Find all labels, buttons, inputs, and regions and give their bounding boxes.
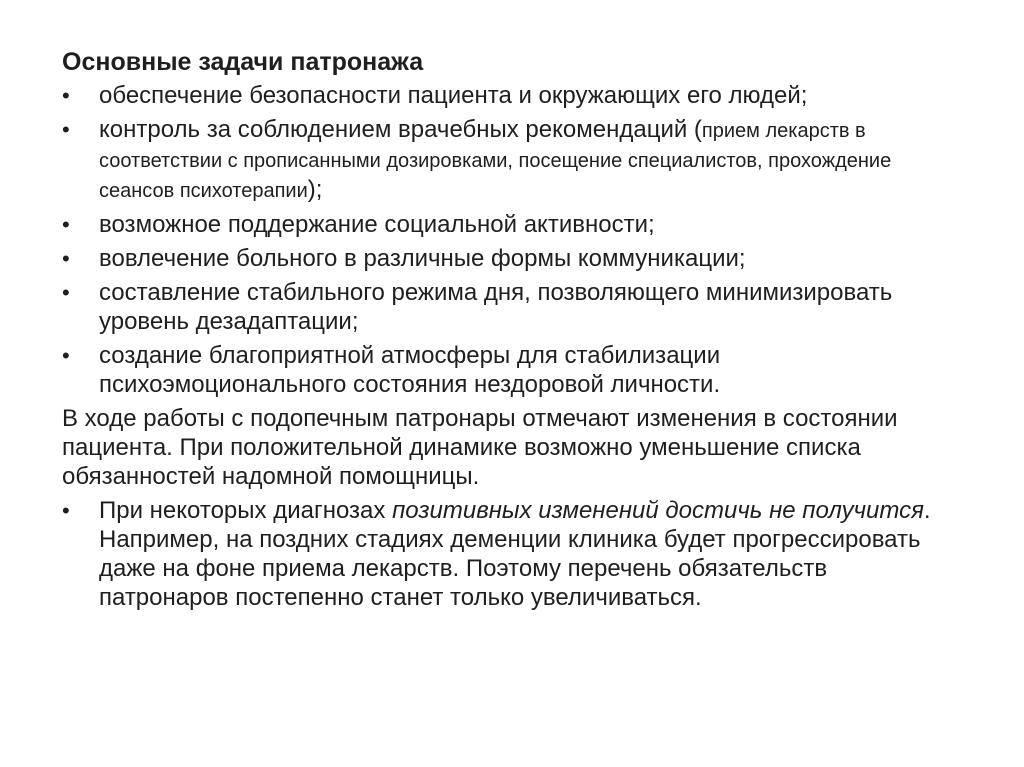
list-item — [62, 115, 962, 205]
slide-heading: Основные задачи патронажа — [62, 48, 424, 76]
list-item — [62, 341, 962, 399]
bullet-icon: • — [62, 212, 70, 237]
body-paragraph: В ходе работы с подопечным патронары отмечают изменения в состоянии пациента. При положительной динамике возможно уменьшение списка обязанностей надомной помощницы. — [62, 405, 898, 490]
list-item-emphasis: позитивных изменений достичь не получится — [392, 497, 924, 524]
task-list — [62, 81, 962, 399]
list-item — [62, 496, 962, 612]
bullet-icon: • — [62, 343, 70, 368]
slide-content — [62, 45, 962, 617]
bullet-icon: • — [62, 117, 70, 142]
list-item-text: обеспечение безопасности пациента и окружающих его людей; — [99, 82, 808, 109]
list-item-text: создание благоприятной атмосферы для стабилизации психоэмоционального состояния нездоровой личности. — [99, 342, 721, 398]
list-item-text: возможное поддержание социальной активности; — [99, 211, 655, 238]
list-item-closing: ); — [307, 176, 323, 203]
list-item — [62, 244, 962, 273]
list-item-suffix: . Например, на поздних стадиях деменции клиника будет прогрессировать даже на фоне приема лекарств. Поэтому перечень обязательств патронаров постепенно станет только увеличиваться. — [99, 497, 931, 611]
list-item-text: составление стабильного режима дня, позволяющего минимизировать уровень дезадаптации; — [99, 279, 893, 335]
bullet-icon: • — [62, 246, 70, 271]
bullet-icon: • — [62, 498, 70, 523]
list-item-detail: прием лекарств в соответствии с прописанными дозировками, посещение специалистов, прохождение сеансов психотерапии — [99, 120, 892, 202]
list-item — [62, 210, 962, 239]
note-list — [62, 496, 962, 612]
bullet-icon: • — [62, 280, 70, 305]
bullet-icon: • — [62, 83, 70, 108]
list-item-prefix: При некоторых диагнозах — [99, 497, 393, 524]
list-item-text: вовлечение больного в различные формы коммуникации; — [99, 245, 746, 272]
list-item — [62, 278, 962, 336]
list-item-text: контроль за соблюдением врачебных рекомендаций ( — [99, 116, 702, 143]
list-item — [62, 81, 962, 110]
